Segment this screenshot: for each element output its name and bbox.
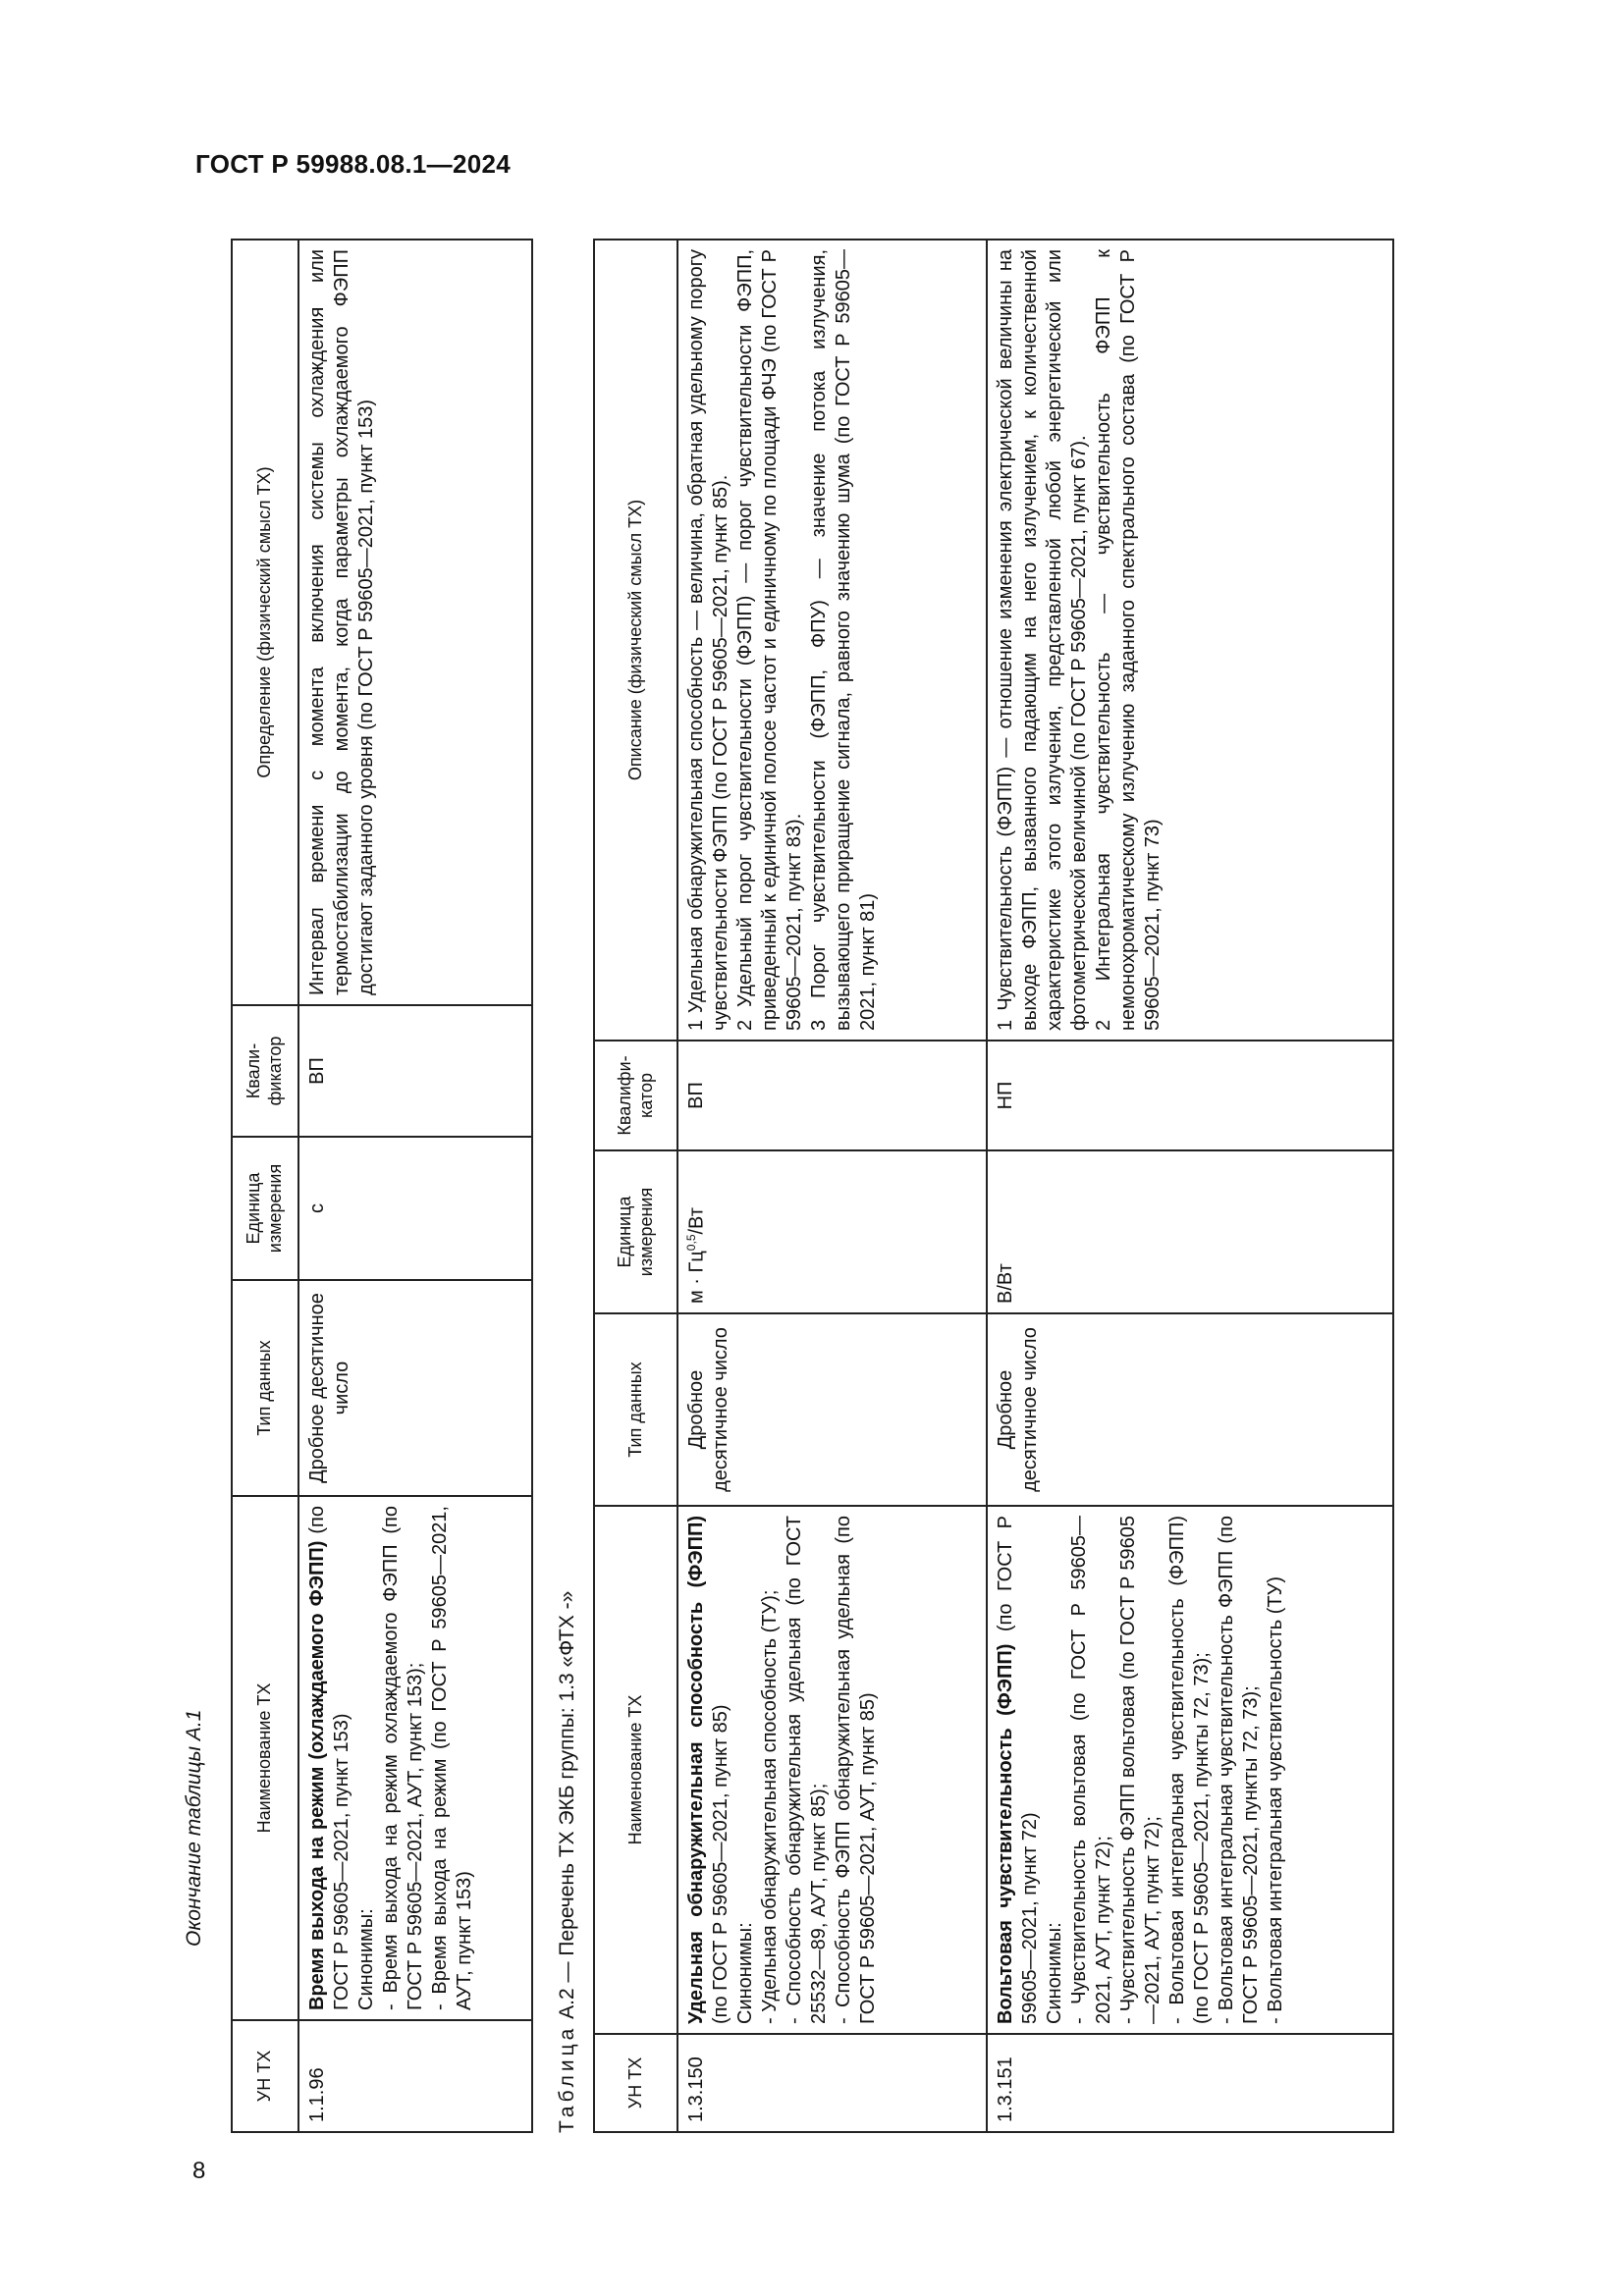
table2-header-row (594, 240, 677, 2132)
name-term: Время выхода на режим (охлаждаемого ФЭПП) (306, 1540, 328, 2010)
table1 (231, 239, 533, 2133)
synonyms-label: Синонимы: (1044, 1922, 1065, 2024)
name-ref: (по ГОСТ Р 59605—2021, пункт 85) (710, 1704, 731, 2024)
desc-item: 1 Чувствительность (ФЭПП) — отношение изменения электрической величины на выходе ФЭПП, вызванного падающим на него излучением, к количественной характеристике этого излучения, представленной любой энергетической или фотометрической величиной (по ГОСТ Р 59605—2021, пункт 67). (995, 249, 1090, 1031)
synonym: - Время выхода на режим (по ГОСТ Р 59605—2021, АУТ, пункт 153) (429, 1506, 475, 2010)
col-header-type: Тип данных (232, 1280, 298, 1496)
col-header-name: Наименование ТХ (232, 1496, 298, 2020)
col-header-unit: Единица измерения (232, 1137, 298, 1280)
col-header-un: УН ТХ (232, 2020, 298, 2132)
synonym: - Чувствительность вольтовая (по ГОСТ Р 59605—2021, АУТ, пункт 72); (1068, 1516, 1114, 2024)
desc-item: 2 Удельный порог чувствительности (ФЭПП) — порог чувствительности ФЭПП, приведенный к единичной полосе частот и единичному по площади ФЧЭ (по ГОСТ Р 59605—2021, пункт 83). (734, 249, 805, 1031)
synonym: - Способность ФЭПП обнаружительная удельная (по ГОСТ Р 59605—2021, АУТ, пункт 85) (833, 1516, 879, 2024)
cell-name (987, 1506, 1393, 2034)
synonym: - Способность обнаружительная удельная (по ГОСТ 25532—89, АУТ, пункт 85); (784, 1516, 830, 2024)
synonym: - Вольтовая интегральная чувствительность ФЭПП (по ГОСТ Р 59605—2021, пункты 72, 73); (1216, 1516, 1262, 2024)
synonyms-label: Синонимы: (355, 1908, 377, 2010)
cell-un: 1.3.150 (677, 2034, 987, 2132)
cell-type: Дробное десятичное число (987, 1313, 1393, 1506)
page-number: 8 (192, 2158, 206, 2184)
name-term: Удельная обнаружительная способность (ФЭПП) (685, 1516, 707, 2024)
col-header-qual: Квали-фикатор (232, 1005, 298, 1137)
col-header-name: Наименование ТХ (594, 1506, 677, 2034)
table1-header-row (232, 240, 298, 2132)
desc-item: 2 Интегральная чувствительность — чувствительность ФЭПП к немонохроматическому излучению заданного спектрального состава (по ГОСТ Р 59605—2021, пункт 73) (1093, 249, 1164, 1031)
col-header-def: Определение (физический смысл ТХ) (232, 240, 298, 1005)
unit-main: м · Гц (685, 1251, 708, 1304)
synonym: - Время выхода на режим охлаждаемого ФЭПП (по ГОСТ Р 59605—2021, АУТ, пункт 153); (380, 1506, 426, 2010)
cell-desc (677, 240, 987, 1041)
name-ref: (по ГОСТ Р 59605—2021, пункт 72) (995, 1516, 1041, 2024)
desc-item: 3 Порог чувствительности (ФЭПП, ФПУ) — значение потока излучения, вызывающего приращение сигнала, равного значению шума (по ГОСТ Р 59605—2021, пункт 81) (808, 249, 879, 1031)
cell-type: Дробное десятичное число (677, 1313, 987, 1506)
unit-exponent: 0,5 (684, 1234, 698, 1252)
cell-un: 1.1.96 (298, 2020, 532, 2132)
cell-un: 1.3.151 (987, 2034, 1393, 2132)
table2-caption (556, 1591, 579, 2133)
table-row (987, 240, 1393, 2132)
table1-caption: Окончание таблицы А.1 (183, 1709, 205, 1947)
table2 (593, 239, 1394, 2133)
table-row (677, 240, 987, 2132)
unit-tail: /Вт (685, 1207, 708, 1235)
cell-qual: ВП (298, 1005, 532, 1137)
cell-type: Дробное десятичное число (298, 1280, 532, 1496)
cell-unit (677, 1150, 987, 1313)
caption-prefix: Таблица (556, 2024, 578, 2133)
col-header-type: Тип данных (594, 1313, 677, 1506)
synonyms-label: Синонимы: (734, 1922, 756, 2024)
cell-name (298, 1496, 532, 2020)
cell-qual: НП (987, 1041, 1393, 1150)
cell-unit: с (298, 1137, 532, 1280)
document-header: ГОСТ Р 59988.08.1—2024 (195, 149, 511, 179)
cell-desc (987, 240, 1393, 1041)
col-header-un: УН ТХ (594, 2034, 677, 2132)
name-term: Вольтовая чувствительность (ФЭПП) (995, 1643, 1016, 2024)
cell-name (677, 1506, 987, 2034)
synonym: - Чувствительность ФЭПП вольтовая (по ГОСТ Р 59605—2021, АУТ, пункт 72); (1117, 1516, 1164, 2024)
table-row (298, 240, 532, 2132)
cell-qual: ВП (677, 1041, 987, 1150)
desc-item: 1 Удельная обнаружительная способность — величина, обратная удельному порогу чувствительности ФЭПП (по ГОСТ Р 59605—2021, пункт 85). (685, 249, 731, 1031)
name-ref: (по ГОСТ Р 59605—2021, пункт 153) (306, 1506, 352, 2010)
synonym: - Вольтовая интегральная чувствительность (ТУ) (1265, 1575, 1286, 2024)
cell-def: Интервал времени с момента включения системы охлаждения или термостабилизации до момента, когда параметры охлаждаемого ФЭПП достигают заданного уровня (по ГОСТ Р 59605—2021, пункт 153) (298, 240, 532, 1005)
cell-unit: В/Вт (987, 1150, 1393, 1313)
col-header-qual: Квалифи-катор (594, 1041, 677, 1150)
caption-text: А.2 — Перечень ТХ ЭКБ группы: 1.3 «ФТХ -» (556, 1590, 578, 2025)
synonym: - Удельная обнаружительная способность (ТУ); (759, 1589, 781, 2024)
col-header-unit: Единица измерения (594, 1150, 677, 1313)
col-header-desc: Описание (физический смысл ТХ) (594, 240, 677, 1041)
synonym: - Вольтовая интегральная чувствительность (ФЭПП) (по ГОСТ Р 59605—2021, пункты 72, 73); (1166, 1516, 1213, 2024)
